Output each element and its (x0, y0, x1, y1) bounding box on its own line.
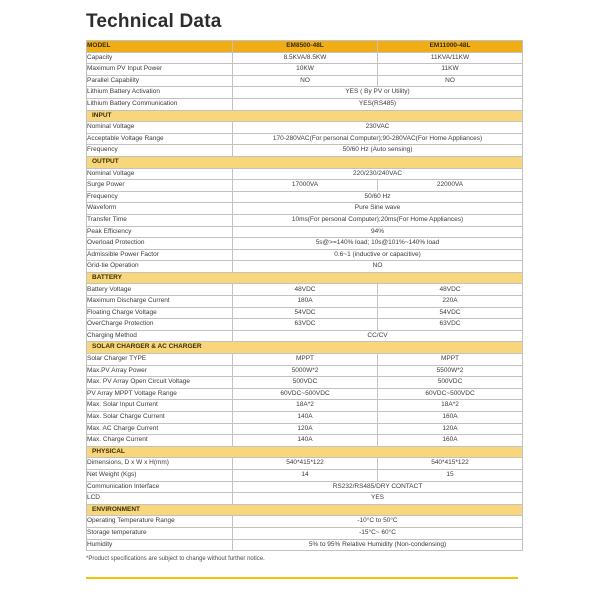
spec-label: Capacity (87, 52, 233, 64)
spec-label: Battery Voltage (87, 284, 233, 296)
spec-label: Peak Efficiency (87, 226, 233, 238)
spec-value-model-1: 60VDC~500VDC (233, 388, 378, 400)
spec-value-model-2: 220A (378, 296, 523, 308)
section-header-row (87, 156, 523, 168)
spec-row (87, 133, 523, 145)
spec-row (87, 493, 523, 505)
spec-value-shared: 50/60 Hz (233, 191, 523, 203)
spec-value-model-2: NO (378, 75, 523, 87)
spec-value-model-1: 140A (233, 435, 378, 447)
spec-value-model-1: 18A*2 (233, 400, 378, 412)
spec-label: Communication Interface (87, 481, 233, 493)
spec-row (87, 458, 523, 470)
spec-row (87, 400, 523, 412)
spec-row (87, 238, 523, 250)
spec-row (87, 226, 523, 238)
spec-label: Maximum PV Input Power (87, 64, 233, 76)
spec-row (87, 365, 523, 377)
spec-label: Transfer Time (87, 214, 233, 226)
spec-value-shared: -10°C to 50°C (233, 516, 523, 528)
spec-label: Acceptable Voltage Range (87, 133, 233, 145)
spec-label: PV Array MPPT Voltage Range (87, 388, 233, 400)
spec-value-model-1: 540*415*122 (233, 458, 378, 470)
spec-value-model-1: MPPT (233, 354, 378, 366)
section-title: OUTPUT (87, 156, 523, 168)
spec-value-model-1: 140A (233, 412, 378, 424)
spec-value-model-2: 22000VA (378, 180, 523, 192)
section-title: PHYSICAL (87, 446, 523, 458)
spec-label: Max. PV Array Open Circuit Voltage (87, 377, 233, 389)
spec-value-model-1: 48VDC (233, 284, 378, 296)
spec-label: Max. Solar Input Current (87, 400, 233, 412)
model-name: EM8500-48L (233, 41, 378, 53)
section-title: ENVIRONMENT (87, 504, 523, 516)
model-header-row (87, 41, 523, 53)
spec-value-shared: 50/60 Hz (Auto sensing) (233, 145, 523, 157)
spec-value-model-1: 120A (233, 423, 378, 435)
spec-label: LCD (87, 493, 233, 505)
spec-value-shared: 10ms(For personal Computer);20ms(For Home Appliances) (233, 214, 523, 226)
spec-row (87, 75, 523, 87)
spec-label: Charging Method (87, 330, 233, 342)
spec-value-model-1: 17000VA (233, 180, 378, 192)
spec-row (87, 481, 523, 493)
spec-row (87, 87, 523, 99)
spec-row (87, 435, 523, 447)
spec-value-model-2: 11KW (378, 64, 523, 76)
spec-row (87, 319, 523, 331)
page-title: Technical Data (86, 11, 222, 32)
spec-value-shared: -15°C~ 60°C (233, 527, 523, 539)
spec-value-model-2: MPPT (378, 354, 523, 366)
spec-label: Storage temperature (87, 527, 233, 539)
spec-row (87, 377, 523, 389)
spec-value-shared: 220/230/240VAC (233, 168, 523, 180)
spec-row (87, 330, 523, 342)
section-header-row (87, 342, 523, 354)
spec-value-model-2: 54VDC (378, 307, 523, 319)
section-header-row (87, 272, 523, 284)
spec-value-model-2: 160A (378, 435, 523, 447)
spec-label: Max.PV Array Power (87, 365, 233, 377)
spec-row (87, 284, 523, 296)
spec-row (87, 261, 523, 273)
spec-value-shared: NO (233, 261, 523, 273)
spec-value-model-2: 18A*2 (378, 400, 523, 412)
bottom-accent-line (86, 577, 518, 579)
spec-value-model-2: 15 (378, 469, 523, 481)
spec-row (87, 296, 523, 308)
spec-label: Parallel Capability (87, 75, 233, 87)
section-header-row (87, 504, 523, 516)
spec-label: Overload Protection (87, 238, 233, 250)
spec-value-model-1: 8.5KVA/8.5KW (233, 52, 378, 64)
spec-label: Nominal Voltage (87, 168, 233, 180)
spec-value-shared: 5% to 95% Relative Humidity (Non-condensing) (233, 539, 523, 551)
spec-value-shared: 0.6~1 (inductive or capacitive) (233, 249, 523, 261)
spec-value-model-2: 48VDC (378, 284, 523, 296)
spec-label: Dimensions, D x W x H(mm) (87, 458, 233, 470)
spec-value-model-1: 180A (233, 296, 378, 308)
spec-label: Max. AC Charge Current (87, 423, 233, 435)
spec-row (87, 64, 523, 76)
spec-row (87, 145, 523, 157)
spec-row (87, 122, 523, 134)
spec-row (87, 423, 523, 435)
spec-row (87, 203, 523, 215)
spec-value-model-2: 60VDC~500VDC (378, 388, 523, 400)
section-title: INPUT (87, 110, 523, 122)
spec-label: Maximum Discharge Current (87, 296, 233, 308)
spec-row (87, 249, 523, 261)
spec-label: Frequency (87, 191, 233, 203)
spec-label: Lithium Battery Activation (87, 87, 233, 99)
spec-label: Net Weight (Kgs) (87, 469, 233, 481)
spec-value-shared: 5s@>=140% load; 10s@101%~140% load (233, 238, 523, 250)
technical-data-table-body (87, 41, 523, 551)
spec-value-model-2: 120A (378, 423, 523, 435)
spec-row (87, 539, 523, 551)
model-column-label: MODEL (87, 41, 233, 53)
spec-value-model-1: 10KW (233, 64, 378, 76)
spec-value-model-1: 54VDC (233, 307, 378, 319)
spec-row (87, 214, 523, 226)
spec-row (87, 191, 523, 203)
spec-label: Surge Power (87, 180, 233, 192)
spec-row (87, 98, 523, 110)
spec-row (87, 527, 523, 539)
spec-value-shared: 170-280VAC(For personal Computer);90-280VAC(For Home Appliances) (233, 133, 523, 145)
spec-value-shared: YES(RS485) (233, 98, 523, 110)
spec-value-shared: YES (233, 493, 523, 505)
spec-value-model-1: 5000W*2 (233, 365, 378, 377)
spec-row (87, 412, 523, 424)
spec-row (87, 388, 523, 400)
spec-row (87, 354, 523, 366)
spec-row (87, 516, 523, 528)
spec-value-model-2: 500VDC (378, 377, 523, 389)
spec-value-model-2: 63VDC (378, 319, 523, 331)
spec-value-shared: YES ( By PV or Utility) (233, 87, 523, 99)
spec-row (87, 307, 523, 319)
section-title: BATTERY (87, 272, 523, 284)
spec-label: Grid-tie Operation (87, 261, 233, 273)
spec-label: Lithium Battery Communication (87, 98, 233, 110)
spec-label: Solar Charger TYPE (87, 354, 233, 366)
spec-row (87, 180, 523, 192)
section-header-row (87, 110, 523, 122)
spec-value-model-2: 160A (378, 412, 523, 424)
footnote: *Product specifications are subject to change without further notice. (86, 556, 265, 562)
spec-label: Humidity (87, 539, 233, 551)
spec-value-shared: RS232/RS485/DRY CONTACT (233, 481, 523, 493)
spec-value-model-2: 5500W*2 (378, 365, 523, 377)
spec-label: Floating Charge Voltage (87, 307, 233, 319)
spec-label: Frequency (87, 145, 233, 157)
spec-label: Nominal Voltage (87, 122, 233, 134)
spec-label: Max. Solar Charge Current (87, 412, 233, 424)
spec-row (87, 469, 523, 481)
section-header-row (87, 446, 523, 458)
spec-label: Max. Charge Current (87, 435, 233, 447)
spec-label: Admissible Power Factor (87, 249, 233, 261)
spec-label: Operating Temperature Range (87, 516, 233, 528)
spec-row (87, 168, 523, 180)
spec-value-shared: CC/CV (233, 330, 523, 342)
spec-value-shared: 94% (233, 226, 523, 238)
spec-value-model-1: 63VDC (233, 319, 378, 331)
section-title: SOLAR CHARGER & AC CHARGER (87, 342, 523, 354)
spec-label: Waveform (87, 203, 233, 215)
spec-value-model-2: 540*415*122 (378, 458, 523, 470)
spec-value-model-1: 14 (233, 469, 378, 481)
model-name: EM11000-48L (378, 41, 523, 53)
spec-row (87, 52, 523, 64)
spec-value-shared: 230VAC (233, 122, 523, 134)
technical-data-table (86, 40, 523, 551)
spec-value-shared: Pure Sine wave (233, 203, 523, 215)
spec-label: OverCharge Protection (87, 319, 233, 331)
spec-value-model-1: 500VDC (233, 377, 378, 389)
spec-value-model-1: NO (233, 75, 378, 87)
spec-value-model-2: 11KVA/11KW (378, 52, 523, 64)
